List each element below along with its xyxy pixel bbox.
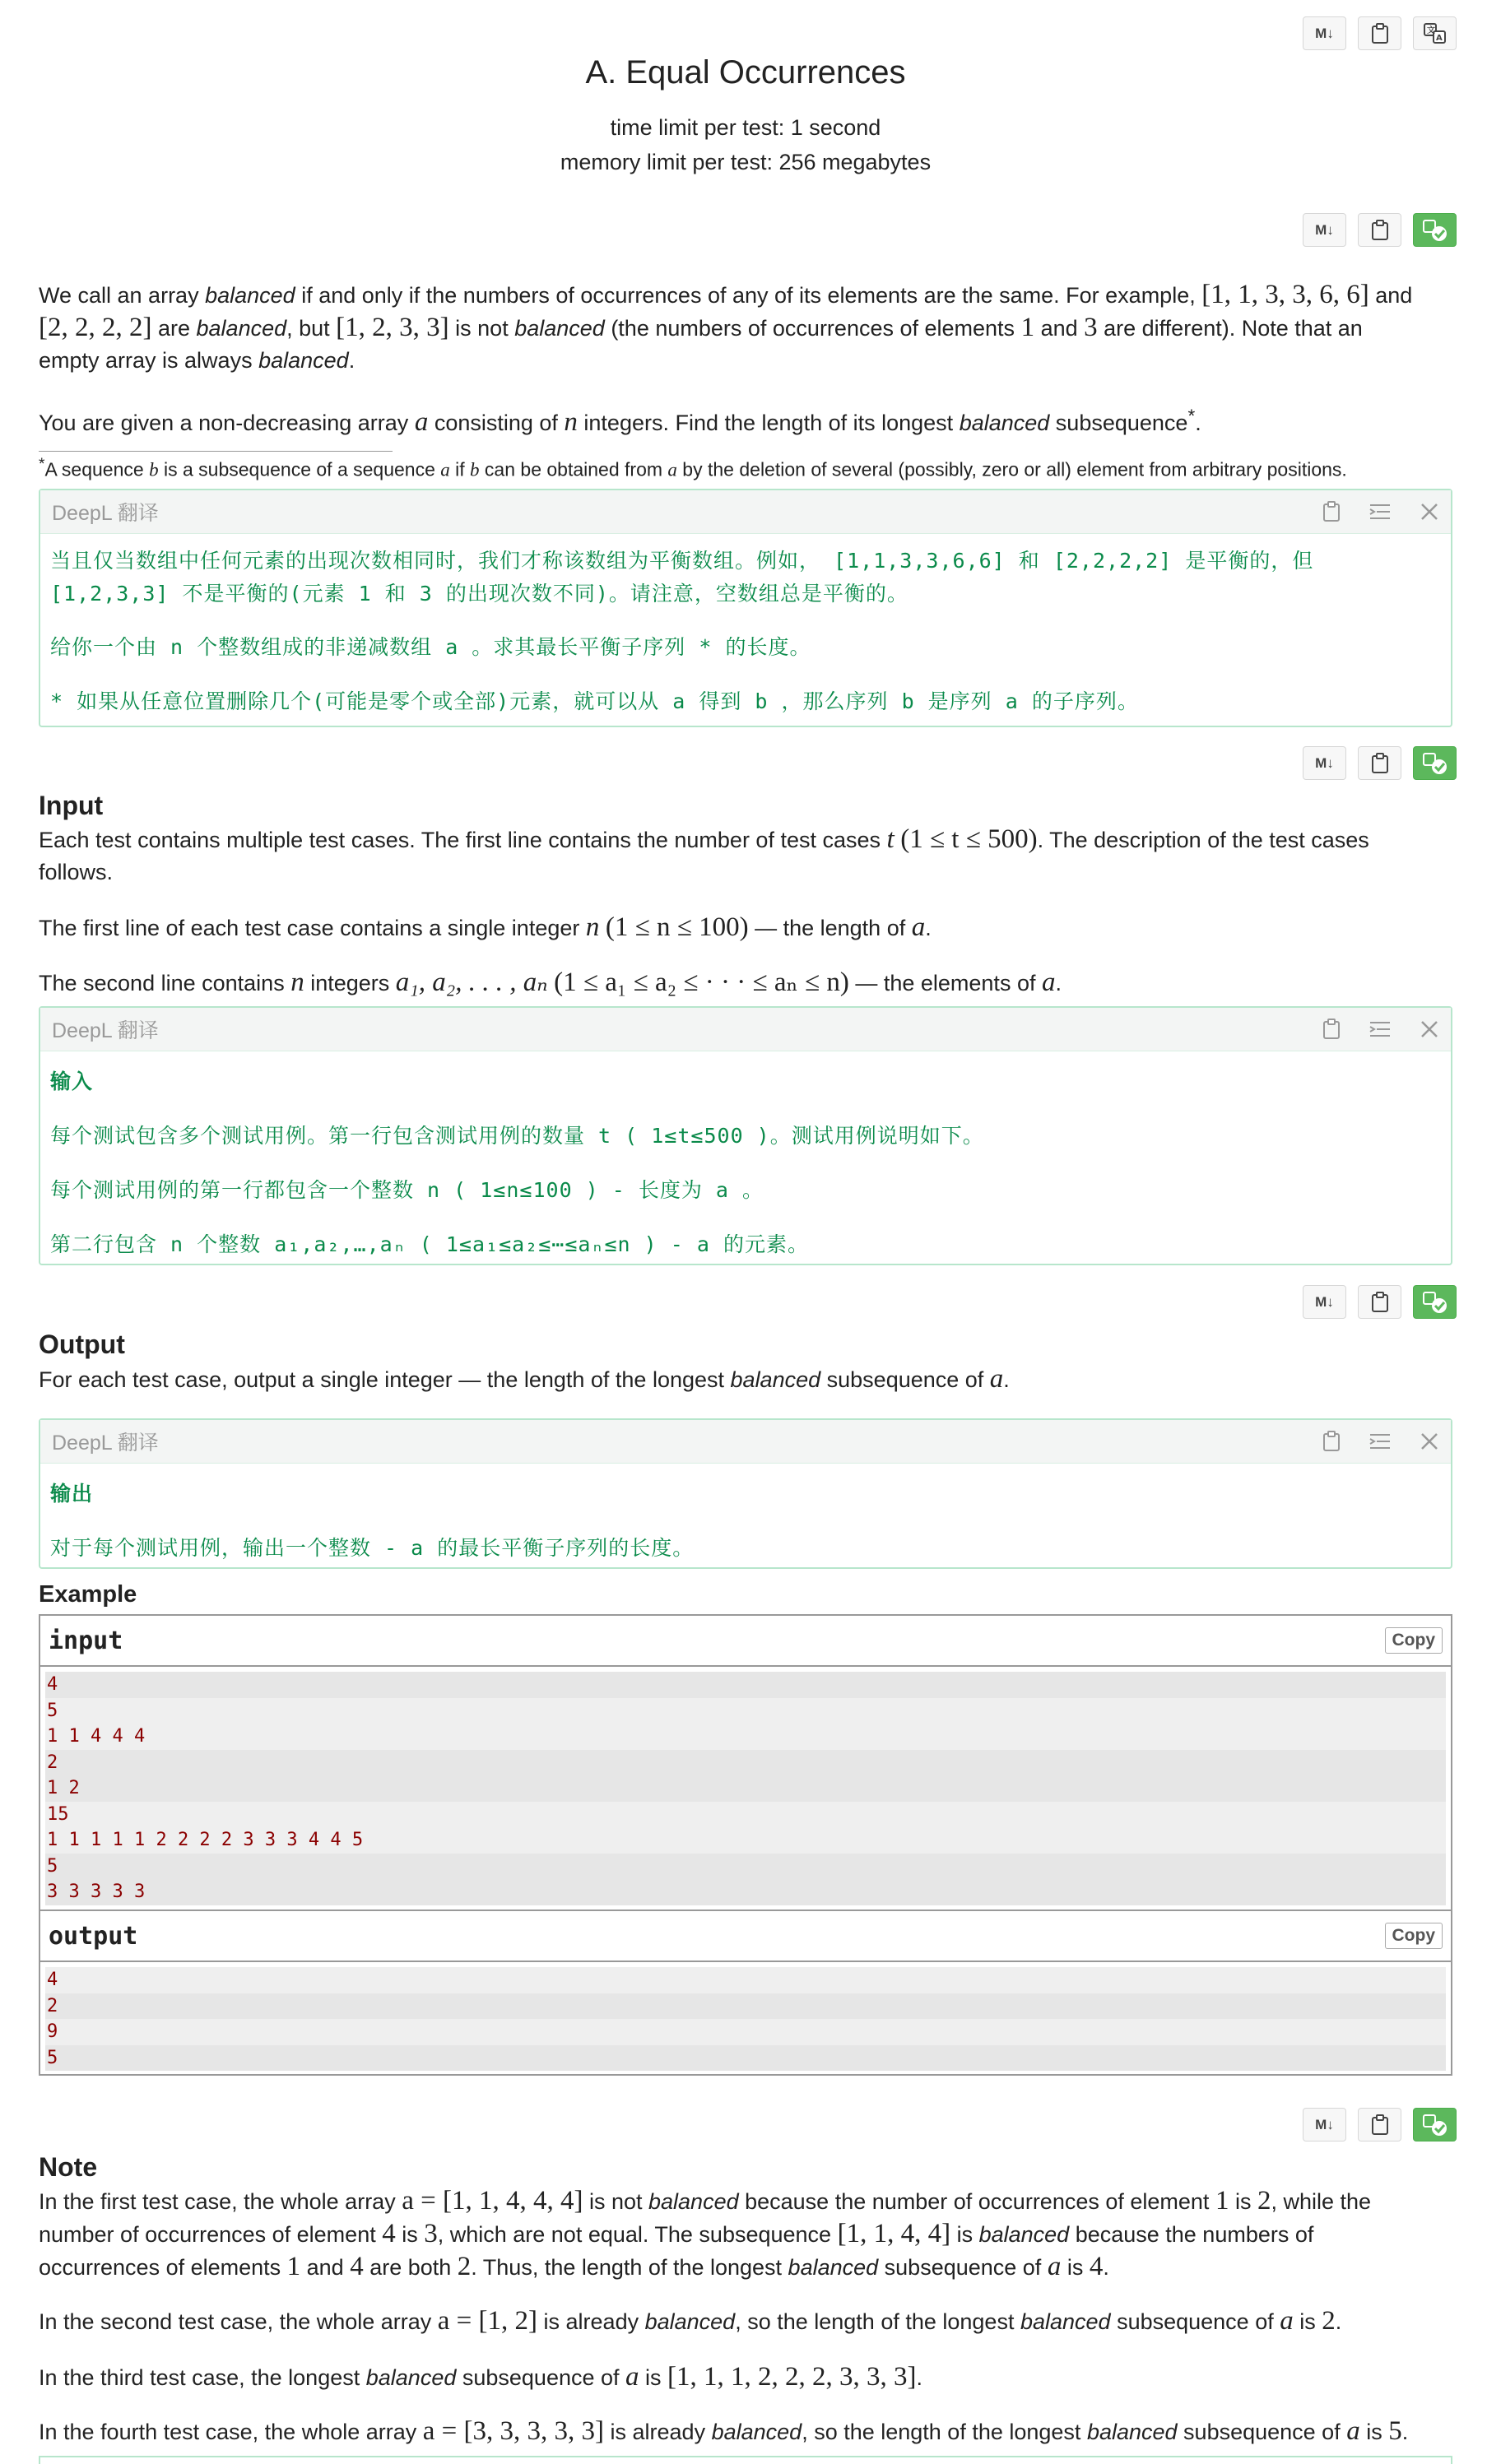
deepl-title: DeepL 翻译 [52, 1432, 159, 1455]
translate-icon [1423, 22, 1448, 45]
copy-icon[interactable] [1322, 1431, 1341, 1452]
clipboard-button[interactable] [1358, 16, 1401, 50]
example-input-lines [40, 1667, 1451, 1910]
deepl-line: 输入 [50, 1070, 94, 1093]
close-icon[interactable] [1420, 1019, 1439, 1039]
note-paragraph-1: In the first test case, the whole array a = [1, 1, 4, 4, 4] is not balanced because the number of occurrences of element 1 is 2, while the number of occurrences of element 4 is 3, which are not equal. The subsequence [1, 1, 4, 4] is balanced because the numbers of occurrences of elements 1 and 4 are both 2. Thus, the length of the longest balanced subsequence of a is 4. [39, 2186, 1372, 2281]
example-line: 1 2 [45, 1775, 1446, 1802]
deepl-line: 对于每个测试用例，输出一个整数 - a 的最长平衡子序列的长度。 [50, 1536, 695, 1560]
footnote-rule [39, 451, 393, 452]
deepl-line: [1,2,3,3] 不是平衡的(元素 1 和 3 的出现次数不同)。请注意，空数组总是平衡的。 [50, 582, 908, 606]
clipboard-icon [1371, 2114, 1389, 2136]
deepl-translation-note-edge [39, 2456, 1452, 2464]
example-input-label: input [49, 1626, 123, 1655]
output-paragraph: For each test case, output a single integer — the length of the longest balanced subsequence of a. [39, 1364, 1010, 1394]
example-line: 2 [45, 1750, 1446, 1776]
deepl-line: * 如果从任意位置删除几个(可能是零个或全部)元素，就可以从 a 得到 b ，那么序列 b 是序列 a 的子序列。 [50, 689, 1139, 713]
align-icon[interactable] [1369, 1432, 1392, 1450]
clipboard-icon [1371, 753, 1389, 774]
translated-check-icon [1422, 219, 1448, 242]
deepl-header [40, 1420, 1451, 1464]
note-paragraph-4: In the fourth test case, the whole array a = [3, 3, 3, 3, 3] is already balanced, so the length of the longest balanced subsequence of a is 5. [39, 2416, 1409, 2446]
clipboard-button[interactable] [1358, 1285, 1401, 1319]
example-line: 5 [45, 1854, 1446, 1880]
deepl-title: DeepL 翻译 [52, 1019, 159, 1042]
deepl-line: 当且仅当数组中任何元素的出现次数相同时，我们才称该数组为平衡数组。例如， [1,1,3,3,6,6] 和 [2,2,2,2] 是平衡的，但 [50, 549, 1314, 573]
example-input-box [39, 1614, 1452, 1911]
deepl-line: 给你一个由 n 个整数组成的非递减数组 a 。求其最长平衡子序列 * 的长度。 [50, 635, 811, 659]
deepl-line: 第二行包含 n 个整数 a₁,a₂,…,aₙ ( 1≤a₁≤a₂≤⋯≤aₙ≤n ) - a 的元素。 [50, 1232, 809, 1256]
clipboard-icon [1371, 23, 1389, 44]
example-line: 15 [45, 1802, 1446, 1828]
translated-button[interactable] [1413, 2108, 1457, 2141]
example-output-label: output [49, 1921, 138, 1951]
deepl-line: 每个测试用例的第一行都包含一个整数 n ( 1≤n≤100 ) - 长度为 a 。 [50, 1178, 764, 1202]
deepl-line: 每个测试包含多个测试用例。第一行包含测试用例的数量 t ( 1≤t≤500 )。测试用例说明如下。 [50, 1124, 984, 1148]
translate-button[interactable] [1413, 16, 1457, 50]
markdown-button[interactable]: M↓ [1303, 1285, 1346, 1319]
input-paragraph-3: The second line contains n integers a₁, a₂, . . . , aₙ (1 ≤ a₁ ≤ a₂ ≤ · · · ≤ aₙ ≤ n) — the elements of a. [39, 968, 1062, 997]
note-toolbar [1303, 2108, 1457, 2141]
align-icon[interactable] [1369, 1020, 1392, 1038]
statement-toolbar [1303, 213, 1457, 247]
translated-button[interactable] [1413, 746, 1457, 780]
input-heading: Input [39, 791, 104, 820]
clipboard-icon [1371, 220, 1389, 241]
memory-limit: memory limit per test: 256 megabytes [560, 150, 932, 174]
deepl-translation-statement [39, 489, 1452, 727]
example-line: 1 1 1 1 1 2 2 2 2 3 3 3 4 4 5 [45, 1827, 1446, 1854]
statement-paragraph-1: We call an array balanced if and only if the numbers of occurrences of any of its elements are the same. For example, [1, 1, 3, 3, 6, 6] and [2, 2, 2, 2] are balanced, but [1, 2, 3, 3] is not balanced (the numbers of occurrences of elements 1 and 3 are different). Note that an empty array is always balanced. [39, 280, 1413, 373]
markdown-button[interactable]: M↓ [1303, 16, 1346, 50]
example-heading: Example [39, 1581, 137, 1608]
output-toolbar [1303, 1285, 1457, 1319]
example-line: 5 [45, 1698, 1446, 1724]
example-line: 9 [45, 2019, 1446, 2045]
note-paragraph-3: In the third test case, the longest balanced subsequence of a is [1, 1, 1, 2, 2, 2, 3, 3, 3]. [39, 2362, 923, 2392]
deepl-header [40, 490, 1451, 534]
translated-button[interactable] [1413, 1285, 1457, 1319]
copy-output-button[interactable]: Copy [1385, 1923, 1443, 1949]
example-output-lines [40, 1962, 1451, 2076]
translated-button[interactable] [1413, 213, 1457, 247]
translated-check-icon [1422, 1291, 1448, 1314]
footnote: *A sequence b is a subsequence of a sequence a if b can be obtained from a by the deletion of several (possibly, zero or all) element from arbitrary positions. [39, 456, 1347, 480]
output-heading: Output [39, 1329, 125, 1359]
translated-check-icon [1422, 2114, 1448, 2137]
deepl-translation-output [39, 1418, 1452, 1569]
clipboard-icon [1371, 1292, 1389, 1313]
deepl-translation-input [39, 1006, 1452, 1265]
close-icon[interactable] [1420, 1432, 1439, 1451]
close-icon[interactable] [1420, 502, 1439, 522]
svg-text:A: A [1435, 33, 1443, 43]
note-heading: Note [39, 2152, 98, 2182]
input-paragraph-1: Each test contains multiple test cases. The first line contains the number of test cases t (1 ≤ t ≤ 500). The description of the test cases follows. [39, 824, 1369, 884]
example-line: 3 3 3 3 3 [45, 1879, 1446, 1905]
markdown-button[interactable]: M↓ [1303, 213, 1346, 247]
deepl-title: DeepL 翻译 [52, 502, 159, 525]
problem-title: A. Equal Occurrences [585, 54, 906, 90]
markdown-button[interactable]: M↓ [1303, 2108, 1346, 2141]
svg-text:文: 文 [1426, 26, 1435, 35]
example-line: 1 1 4 4 4 [45, 1724, 1446, 1750]
example-line: 5 [45, 2045, 1446, 2072]
input-paragraph-2: The first line of each test case contains a single integer n (1 ≤ n ≤ 100) — the length of a. [39, 912, 932, 942]
example-line: 4 [45, 1672, 1446, 1698]
align-icon[interactable] [1369, 503, 1392, 521]
example-line: 4 [45, 1967, 1446, 1993]
copy-icon[interactable] [1322, 1019, 1341, 1040]
problem-limits [39, 110, 1452, 179]
translated-check-icon [1422, 752, 1448, 775]
clipboard-button[interactable] [1358, 213, 1401, 247]
copy-input-button[interactable]: Copy [1385, 1627, 1443, 1654]
deepl-line: 输出 [50, 1482, 94, 1506]
copy-icon[interactable] [1322, 501, 1341, 522]
example-output-box [39, 1909, 1452, 2076]
statement-paragraph-2: You are given a non-decreasing array a consisting of n integers. Find the length of its longest balanced subsequence*. [39, 406, 1201, 437]
header-toolbar [1303, 16, 1457, 50]
clipboard-button[interactable] [1358, 2108, 1401, 2141]
input-toolbar [1303, 746, 1457, 780]
markdown-button[interactable]: M↓ [1303, 746, 1346, 780]
example-line: 2 [45, 1993, 1446, 2020]
note-paragraph-2: In the second test case, the whole array a = [1, 2] is already balanced, so the length of the longest balanced subsequence of a is 2. [39, 2306, 1342, 2336]
time-limit: time limit per test: 1 second [610, 115, 881, 140]
deepl-header [40, 1008, 1451, 1051]
clipboard-button[interactable] [1358, 746, 1401, 780]
